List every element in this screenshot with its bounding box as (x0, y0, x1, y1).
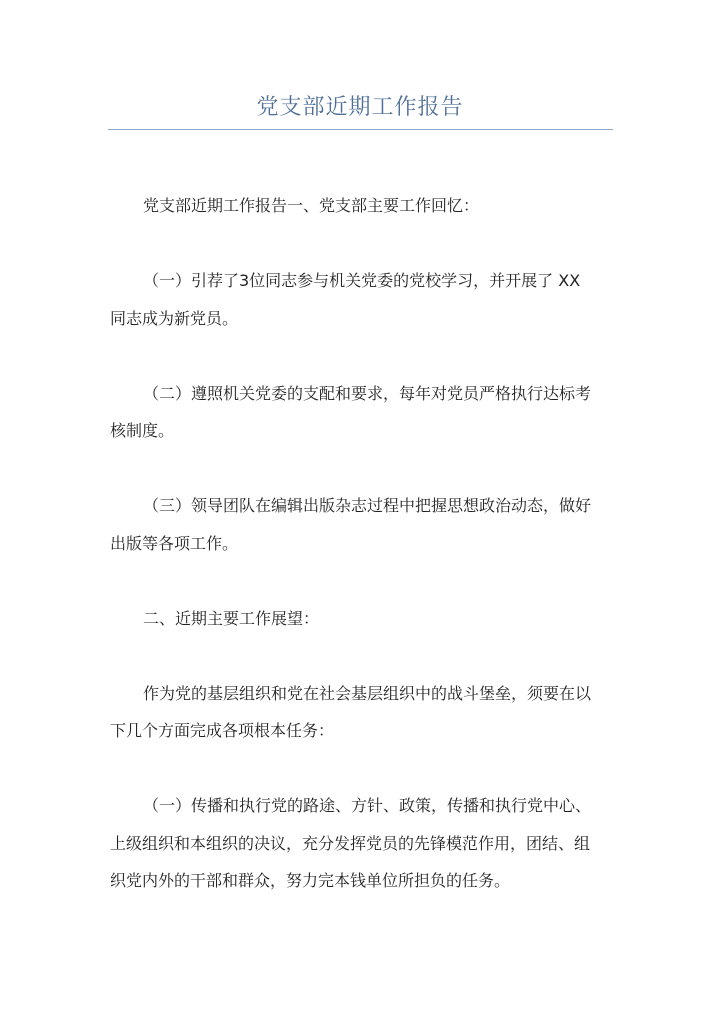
paragraph (110, 792, 615, 905)
title-divider (108, 129, 613, 130)
text-line: （一）引荐了3位同志参与机关党委的党校学习，并开展了 XX (143, 271, 581, 290)
paragraph (110, 492, 615, 567)
text-line: 核制度。 (110, 421, 175, 440)
text-line: 党支部近期工作报告一、党支部主要工作回忆： (143, 196, 480, 215)
paragraph (110, 680, 615, 755)
document-title: 党支部近期工作报告 (256, 95, 464, 120)
document-body (110, 192, 615, 942)
section-heading (110, 605, 615, 643)
text-line: 下几个方面完成各项根本任务： (110, 721, 335, 740)
paragraph (110, 192, 615, 230)
text-line: （一）传播和执行党的路途、方针、政策，传播和执行党中心、 (143, 796, 592, 815)
paragraph (110, 267, 615, 342)
text-line: 上级组织和本组织的决议，充分发挥党员的先锋模范作用，团结、组 (110, 833, 591, 853)
text-line: （二）遵照机关党委的支配和要求，每年对党员严格执行达标考 (143, 383, 592, 403)
text-line: 同志成为新党员。 (110, 308, 239, 328)
text-line: 出版等各项工作。 (110, 533, 239, 553)
text-line: 作为党的基层组织和党在社会基层组织中的战斗堡垒，须要在以 (143, 683, 592, 703)
text-line: 织党内外的干部和群众，努力完本钱单位所担负的任务。 (110, 871, 511, 890)
text-line: （三）领导团队在编辑出版杂志过程中把握思想政治动态，做好 (143, 496, 592, 515)
text-line: 二、近期主要工作展望： (143, 608, 320, 628)
paragraph (110, 380, 615, 455)
